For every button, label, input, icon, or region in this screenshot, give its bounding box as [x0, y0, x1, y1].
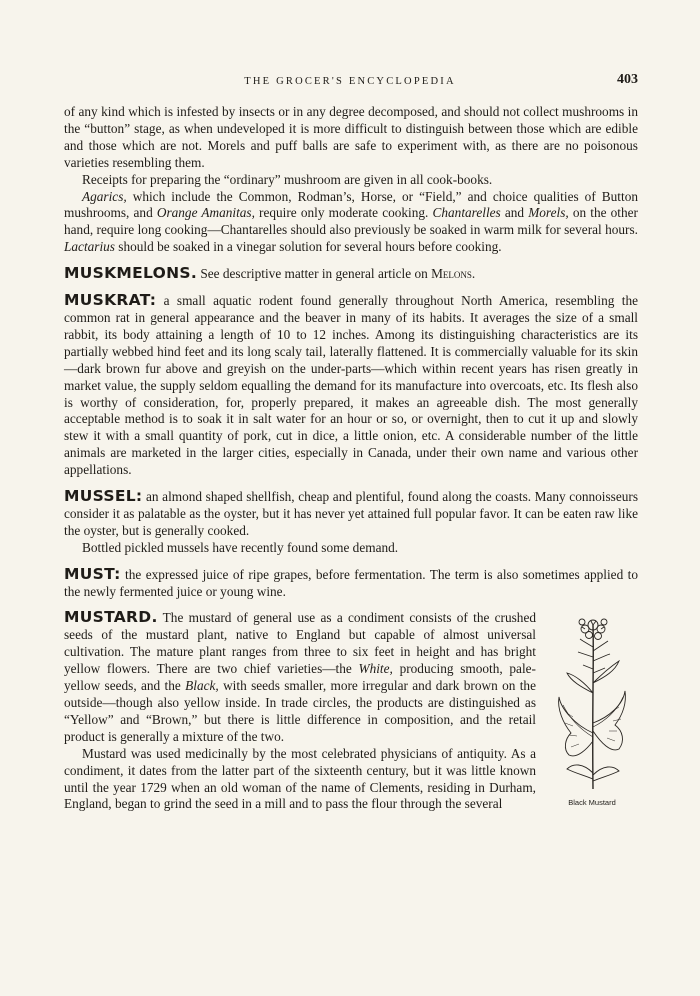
text-run: which include the Common, Rodman’s, Horse, or “Field,” and choice qualities of Button mushrooms, and [64, 188, 638, 221]
figure-caption: Black Mustard [568, 798, 616, 808]
black-mustard-illustration [553, 613, 631, 793]
page-body [64, 104, 638, 813]
text-run: should be soaked in a vinegar solution for several hours before cooking. [114, 239, 502, 255]
mushroom-cooking-paragraph [64, 189, 638, 257]
headword-muskrat: MUSKRAT: [64, 291, 157, 310]
morels-term: Morels, [528, 205, 569, 221]
page-number: 403 [617, 72, 638, 87]
headword-muskmelons: MUSKMELONS. [64, 264, 198, 283]
running-head: THE GROCER'S ENCYCLOPEDIA [244, 76, 456, 87]
page-header [62, 74, 638, 92]
mustard-paragraph-2: Mustard was used medicinally by the most celebrated physicians of antiquity. As a condiment, it dates from the latter part of the sixteenth century, but it was little known until the year 1729 when an old woman of the name of Clements, residing in Durham, England, began to grind the seed in a mill and to pass the flour through the several [64, 745, 536, 812]
text-run: require only moderate cooking. [254, 205, 433, 221]
entry-text: a small aquatic rodent found generally throughout North America, resembling the common rat in general appearance and the beaver in many of its habits. It averages the size of a small rabbit, its body attaining a length of 10 to 12 inches. Among its distinguishing characteristics are its partially webbed hind feet and its long scaly tail, laterally flattened. It is commercially valuable for its skin—dark brown fur above and greyish on the under-parts—which within recent years has risen greatly in market value, the supply seldom equalling the demand for its manufacture into overcoats, etc. Its flesh also is worthy of consideration, for, properly prepared, it makes an agreeable dish. The most generally acceptable method is to soak it in salt water for an hour or so, or overnight, then to cut it up and slowly stew it with a small quantity of pork, cut in dice, a little onion, etc. A considerable number of the little animals are marketed in the larger cities, especially in Canada, under their own name and various other appellations. [64, 293, 638, 478]
mushroom-continuation-paragraph: of any kind which is infested by insects or in any degree decomposed, and should not collect mushrooms in the “button” stage, as when undeveloped it is more difficult to distinguish between those which are edible and those which are not. Morels and puff balls are safe to experiment with, as there are no poisonous varieties resembling them. [64, 104, 638, 170]
cross-reference-melons: Melons. [431, 266, 476, 282]
text-run: producing smooth, pale-yellow seeds, and the [64, 661, 536, 694]
entry-muskrat [64, 292, 638, 479]
entry-mustard [64, 609, 638, 813]
entry-text: the expressed juice of ripe grapes, before fermentation. The term is also sometimes applied to the newly fermented juice or young wine. [64, 566, 638, 599]
text-run: and [500, 205, 529, 221]
black-variety-term: Black, [185, 678, 219, 694]
mushroom-receipts-paragraph: Receipts for preparing the “ordinary” mushroom are given in all cook-books. [82, 171, 493, 187]
headword-mustard: MUSTARD. [64, 608, 158, 627]
text-run: The mustard of general use as a condiment consists of the crushed seeds of the mustard plant, native to England but capable of almost universal cultivation. The mature plant ranges from three to six feet in height and has bright yellow flowers. There are two chief varieties—the [64, 610, 536, 677]
agarics-term: Agarics, [82, 188, 127, 204]
white-variety-term: White, [358, 661, 393, 677]
entry-muskmelons [64, 265, 638, 283]
chantarelles-term: Chantarelles [432, 205, 501, 221]
entry-mussel [64, 488, 638, 540]
entry-text: See descriptive matter in general article on [197, 266, 432, 282]
entry-text: an almond shaped shellfish, cheap and plentiful, found along the coasts. Many connoisseurs consider it as palatable as the oyster, but it has never yet attained full popular favor. It can be eaten raw like the oyster, but is generally cooked. [64, 489, 638, 538]
lactarius-term: Lactarius [64, 239, 115, 255]
orange-amanitas-term: Orange Amanitas, [156, 205, 255, 221]
text-run: with seeds smaller, more irregular and dark brown on the outside—though also yellow inside. In trade circles, the products are distinguished as “Yellow” and “Brown,” but there is little difference in composition, and the retail product is generally a mixture of the two. [64, 678, 536, 744]
black-mustard-figure [546, 613, 638, 812]
headword-mussel: MUSSEL: [64, 487, 143, 506]
entry-must [64, 566, 638, 601]
text-run: on the other hand, require long cooking—Chantarelles should also previously be soaked in warm milk for several hours. [64, 205, 638, 238]
headword-must: MUST: [64, 564, 121, 583]
mussel-bottled-paragraph: Bottled pickled mussels have recently found some demand. [82, 539, 399, 555]
